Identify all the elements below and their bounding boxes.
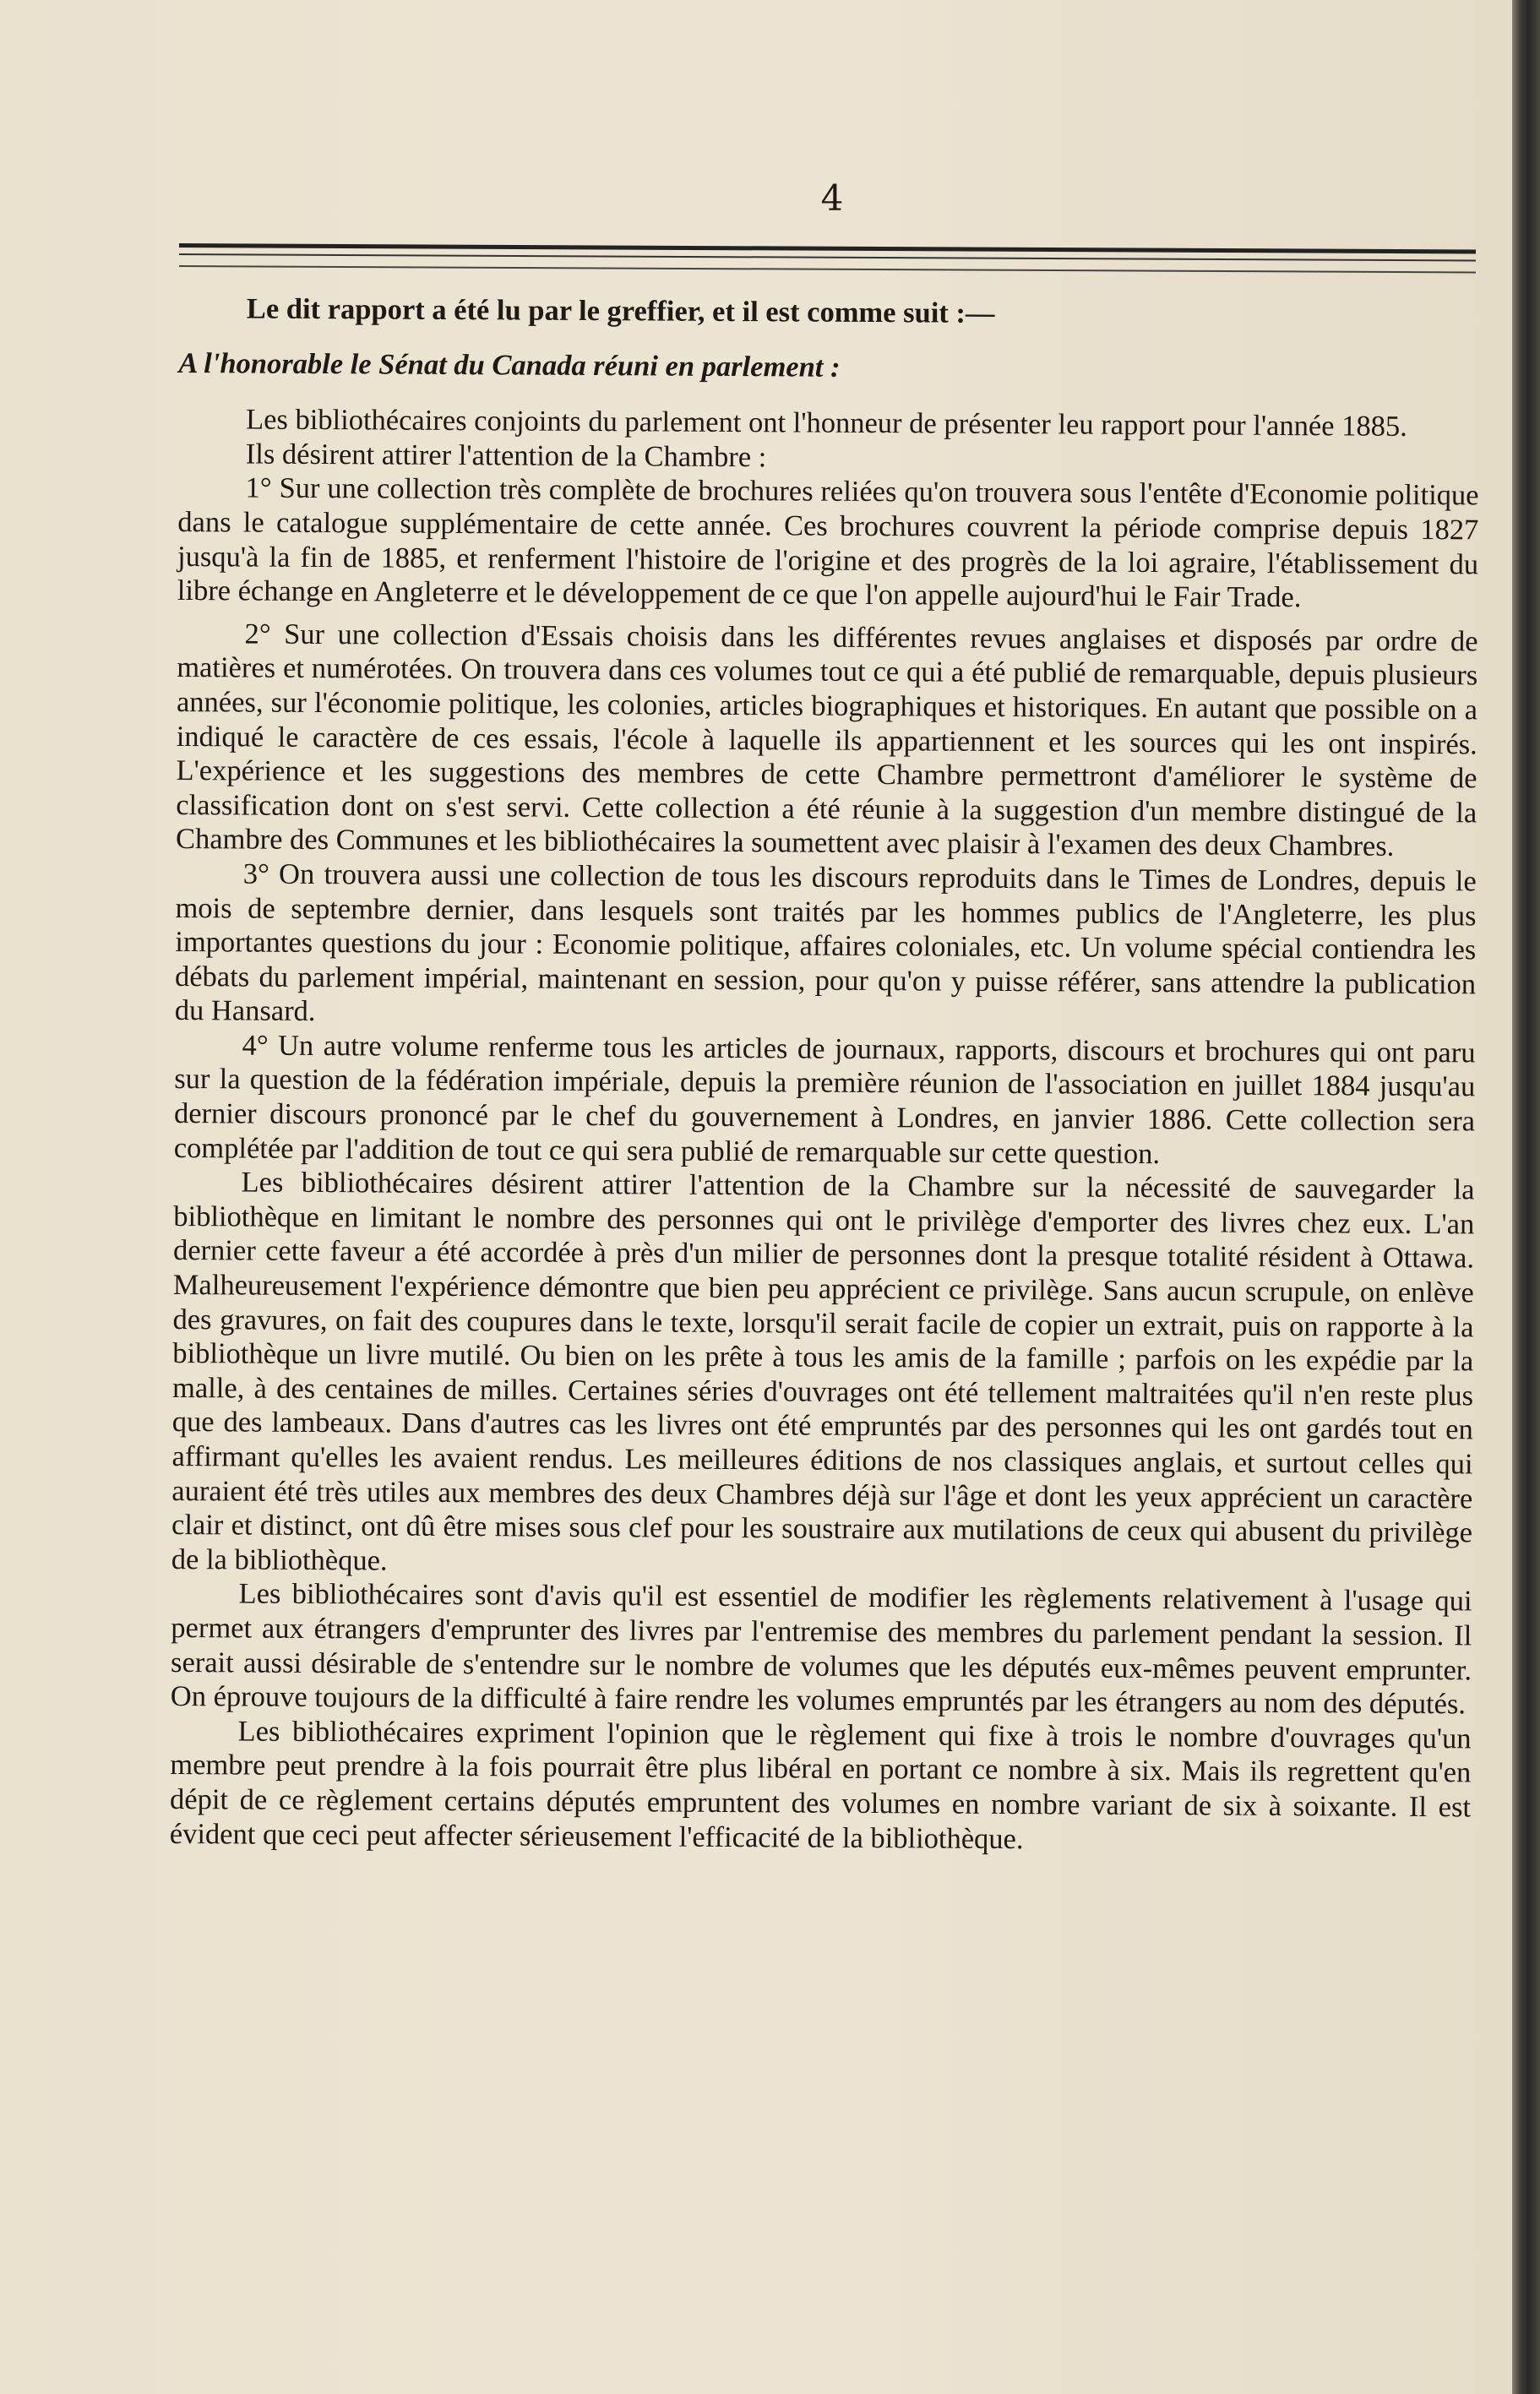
- header-rule-thin: [179, 253, 1476, 262]
- paragraph-item-1: 1° Sur une collection très complète de brochures reliées qu'on trouvera sous l'entête d'Economie politique dans le catalogue supplémentaire de cette année. Ces brochures couvrent la période comprise depuis 1827 jusqu'à la fin de 1885, et renferment l'histoire de l'origine et des progrès de la loi agraire, l'établissement du libre échange en Angleterre et le développement de ce que l'on appelle aujourd'hui le Fair Trade.: [177, 471, 1479, 614]
- page-number: 4: [820, 177, 844, 219]
- intro-line: Le dit rapport a été lu par le greffier, et il est comme suit :—: [246, 292, 995, 329]
- header-rule-thick: [179, 243, 1476, 254]
- paragraph-item-2: 2° Sur une collection d'Essais choisis dans les différentes revues anglaises et disposés par ordre de matières et numérotées. On trouvera dans ces volumes tout ce qui a été publié de remarquable, depuis plusieurs années, sur l'économie politique, les colonies, articles biographiques et historiques. En autant que possible on a indiqué le caractère de ces essais, l'école à laquelle ils appartiennent et les sources qui les ont inspirés. L'expérience et les suggestions des membres de cette Chambre permettront d'améliorer le système de classification dont on s'est servi. Cette collection a été réunie à la suggestion d'un membre distingué de la Chambre des Communes et les bibliothécaires la soumettent avec plaisir à l'examen des deux Chambres.: [175, 618, 1478, 863]
- paragraph-honneur: Les bibliothécaires conjoints du parlement ont l'honneur de présenter leu rapport pour l'année 1885.: [245, 403, 1407, 443]
- paragraph-preservation: Les bibliothécaires désirent attirer l'attention de la Chambre sur la nécessité de sauvegarder la bibliothèque en limitant le nombre des personnes qui ont le privilège d'emporter des livres chez eux. L'an dernier cette faveur a été accordée à près d'un milier de personnes dont la presque totalité résident à Ottawa. Malheureusement l'expérience démontre que bien peu apprécient ce privilège. Sans aucun scrupule, on enlève des gravures, on fait des coupures dans le texte, lorsqu'il serait facile de copier un extrait, puis on rapporte à la bibliothèque un livre mutilé. Ou bien on les prête à tous les amis de la famille ; parfois on les expédie par la malle, à des centaines de milles. Certaines séries d'ouvrages ont été tellement maltraitées qu'il n'en reste plus que des lambeaux. Dans d'autres cas les livres ont été empruntés par des personnes qui les ont gardés tout en affirmant qu'elles les avaient rendus. Les meilleures éditions de nos classiques anglais, et surtout celles qui auraient été très utiles aux membres des deux Chambres déjà sur l'âge et dont les yeux apprécient un caractère clair et distinct, ont dû être mises sous clef pour les soustraire aux mutilations de ceux qui abusent du privilège de la bibliothèque.: [171, 1166, 1475, 1577]
- paragraph-regulations: Les bibliothécaires sont d'avis qu'il est essentiel de modifier les règlements relativement à l'usage qui permet aux étrangers d'emprunter des livres par l'entremise des membres du parlement pendant la session. Il serait aussi désirable de s'entendre sur le nombre de volumes que les députés eux-mêmes peuvent emprunter. On éprouve toujours de la difficulté à faire rendre les volumes empruntés par les étrangers au nom des députés.: [170, 1577, 1472, 1721]
- paragraph-borrowing-limit: Les bibliothécaires expriment l'opinion que le règlement qui fixe à trois le nombre d'ouvrages qu'un membre peut prendre à la fois pourrait être plus libéral en portant ce nombre à six. Mais ils regrettent qu'en dépit de ce règlement certains députés empruntent des volumes en nombre variant de six à soixante. Il est évident que ceci peut affecter sérieusement l'efficacité de la bibliothèque.: [169, 1715, 1472, 1855]
- address-line: A l'honorable le Sénat du Canada réuni en parlement :: [178, 346, 841, 384]
- paragraph-attention: Ils désirent attirer l'attention de la Chambre :: [245, 438, 767, 474]
- header-rule-thin-lower: [179, 265, 1476, 274]
- paragraph-item-3: 3° On trouvera aussi une collection de tous les discours reproduits dans le Times de Londres, depuis le mois de septembre dernier, dans lesquels sont traités par les hommes publics de l'Angleterre, les plus importantes questions du jour : Economie politique, affaires coloniales, etc. Un volume spécial contiendra les débats du parlement impérial, maintenant en session, pour qu'on y puisse référer, sans attendre la publication du Hansard.: [174, 857, 1477, 1028]
- report-body: [170, 291, 1480, 1858]
- binding-edge: [1512, 0, 1540, 2394]
- paragraph-item-4: 4° Un autre volume renferme tous les articles de journaux, rapports, discours et brochures qui ont paru sur la question de la fédération impériale, depuis la première réunion de l'association en juillet 1884 jusqu'au dernier discours prononcé par le chef du gouvernement à Londres, en janvier 1886. Cette collection sera complétée par l'addition de tout ce qui sera publié de remarquable sur cette question.: [173, 1029, 1476, 1170]
